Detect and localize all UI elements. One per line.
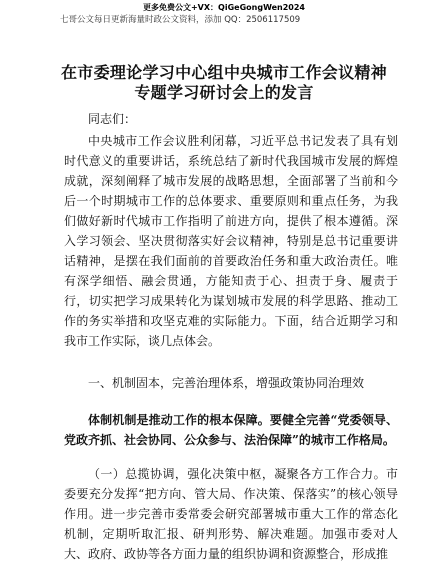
document-title-line2: 专题学习研讨会上的发言	[134, 83, 314, 102]
paragraph-coordination: （一）总揽协调，强化决策中枢，凝聚各方工作合力。市委要充分发挥“把方向、管大局、作决策、保落实”的核心领导作用。进一步完善市委常委会研究部署城市重大工作的常态化机制，定期听取汇报、研判形势、解决难题。加强市委对人大、政府、政协等各方面力量的组织协调和资源整合，形成推	[64, 467, 398, 561]
paragraph-intro: 中央城市工作会议胜利闭幕，习近平总书记发表了具有划时代意义的重要讲话，系统总结了新时代我国城市发展的辉煌成就，深刻阐释了城市发展的战略思想，全面部署了当前和今后一个时期城市工作的总体要求、重要原则和重点任务，为我们做好新时代城市工作指明了前进方向，提供了根本遵循。深入学习领会、坚决贯彻落实好会议精神，特别是总书记重要讲话精神，是摆在我们面前的首要政治任务和重大政治责任。唯有深学细悟、融会贯通，方能知责于心、担责于身、履责于行，切实把学习成果转化为谋划城市发展的科学思路、推动工作的务实举措和攻坚克难的实际能力。下面，结合近期学习和我市工作实际，谈几点体会。	[64, 134, 398, 348]
greeting: 同志们：	[88, 112, 137, 126]
document-title-line1: 在市委理论学习中心组中央城市工作会议精神	[60, 63, 387, 82]
paragraph-mechanism: 体制机制是推动工作的根本保障。要健全完善“党委领导、党政齐抓、社会协同、公众参与、法治保障”的城市工作格局。	[64, 413, 398, 447]
header-promo-line: 更多免费公文+VX：QiGeGongWen2024	[142, 3, 305, 12]
header-contact-line: 七哥公文每日更新海量时政公文资料，添加 QQ：2506117509	[60, 15, 301, 25]
section-heading-1: 一、机制固本，完善治理体系，增强政策协同治理效	[88, 376, 365, 390]
document-header	[0, 0, 448, 30]
